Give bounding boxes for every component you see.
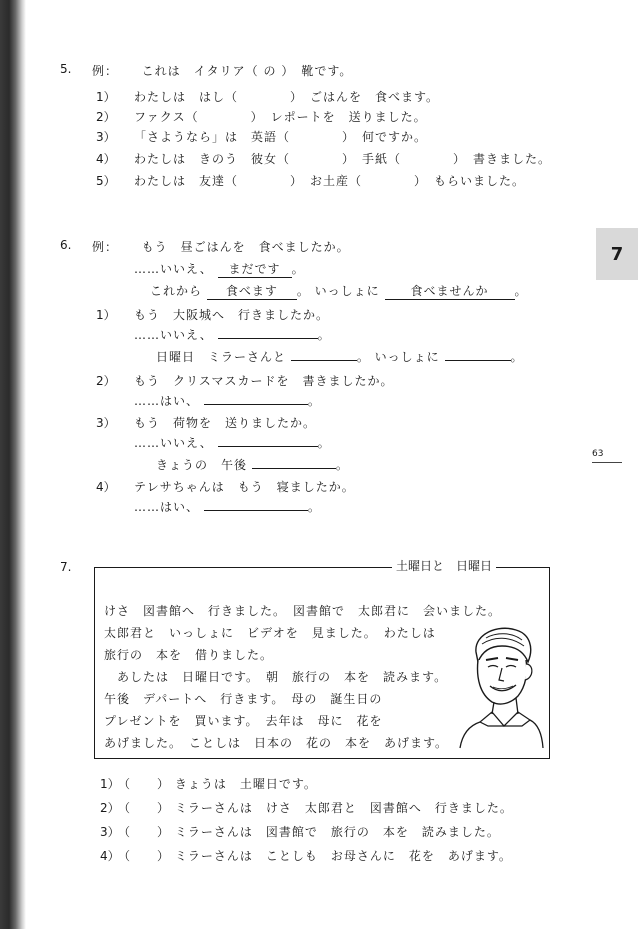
story-line: あげました。 ことしは 日本の 花の 本を あげます。 — [104, 736, 449, 750]
exercise-reply: ……いいえ、 。 — [134, 436, 331, 450]
answer-paren[interactable]: （ ） — [118, 825, 171, 839]
book-binding-shadow — [0, 0, 26, 929]
answer-blank[interactable] — [204, 404, 308, 405]
example-follow: これから 食べます 。 いっしょに 食べませんか 。 — [150, 284, 528, 298]
exercise-reply: ……はい、 。 — [134, 500, 321, 514]
item-number: 1） — [100, 777, 120, 791]
exercise-question: もう クリスマスカードを 書きましたか。 — [134, 374, 394, 388]
answer-blank[interactable] — [218, 446, 318, 447]
chapter-tab: 7 — [596, 228, 638, 280]
story-line: けさ 図書館へ 行きました。 図書館で 太郎君に 会いました。 — [104, 604, 502, 618]
page-number: 63 — [592, 449, 604, 459]
exercise-line: ファクス（ ） レポートを 送りました。 — [134, 110, 427, 124]
example-answer: 食べませんか — [385, 282, 515, 300]
section-number: 5. — [60, 62, 72, 76]
answer-paren[interactable]: （ ） — [118, 777, 171, 791]
item-number: 2） — [96, 374, 116, 388]
section-number: 6. — [60, 238, 72, 252]
answer-paren[interactable]: （ ） — [118, 801, 171, 815]
answer-blank[interactable] — [252, 468, 336, 469]
exercise-question: テレサちゃんは もう 寝ましたか。 — [134, 480, 355, 494]
item-number: 2） — [96, 110, 116, 124]
section-number: 7. — [60, 560, 72, 574]
item-number: 3） — [96, 130, 116, 144]
exercise-line: 「さようなら」は 英語（ ） 何ですか。 — [134, 130, 428, 144]
exercise-question: もう 大阪城へ 行きましたか。 — [134, 308, 330, 322]
example-answer: 食べます — [207, 282, 297, 300]
item-number: 5） — [96, 174, 116, 188]
example-answer: まだです — [218, 260, 292, 278]
answer-blank[interactable] — [291, 360, 357, 361]
item-number: 4） — [96, 480, 116, 494]
item-number: 1） — [96, 308, 116, 322]
true-false-item: （ ） ミラーさんは ことしも お母さんに 花を あげます。 — [118, 849, 512, 863]
exercise-follow: 日曜日 ミラーさんと 。 いっしょに 。 — [156, 350, 524, 364]
story-title: 土曜日と 日曜日 — [392, 557, 496, 574]
true-false-item: （ ） きょうは 土曜日です。 — [118, 777, 317, 791]
exercise-question: もう 荷物を 送りましたか。 — [134, 416, 317, 430]
story-line: 旅行の 本を 借りました。 — [104, 648, 274, 662]
answer-blank[interactable] — [218, 338, 318, 339]
example-reply: ……いいえ、 まだです 。 — [134, 262, 305, 276]
answer-paren[interactable]: （ ） — [118, 849, 171, 863]
exercise-reply: ……いいえ、 。 — [134, 328, 331, 342]
true-false-item: （ ） ミラーさんは 図書館で 旅行の 本を 読みました。 — [118, 825, 500, 839]
item-number: 1） — [96, 90, 116, 104]
example-answer: の — [263, 64, 277, 78]
exercise-line: わたしは はし（ ） ごはんを 食べます。 — [134, 90, 440, 104]
exercise-line: わたしは 友達（ ） お土産（ ） もらいました。 — [134, 174, 526, 188]
item-number: 3） — [100, 825, 120, 839]
true-false-item: （ ） ミラーさんは けさ 太郎君と 図書館へ 行きました。 — [118, 801, 513, 815]
answer-blank[interactable] — [445, 360, 511, 361]
item-number: 3） — [96, 416, 116, 430]
example-marker: 例： — [92, 240, 119, 254]
exercise-line: わたしは きのう 彼女（ ） 手紙（ ） 書きました。 — [134, 152, 552, 166]
example-marker: 例： — [92, 64, 119, 78]
story-line: 太郎君と いっしょに ビデオを 見ました。 わたしは — [104, 626, 436, 640]
man-portrait-illustration — [458, 622, 544, 750]
story-line: 午後 デパートへ 行きます。 母の 誕生日の — [104, 692, 383, 706]
example-question: 例： もう 昼ごはんを 食べましたか。 — [92, 240, 350, 254]
example-line: 例： これは イタリア（ の ） 靴です。 — [92, 64, 353, 78]
answer-blank[interactable] — [204, 510, 308, 511]
item-number: 4） — [96, 152, 116, 166]
item-number: 2） — [100, 801, 120, 815]
page-number-rule — [592, 462, 622, 463]
exercise-follow: きょうの 午後 。 — [156, 458, 349, 472]
story-line: あしたは 日曜日です。 朝 旅行の 本を 読みます。 — [104, 670, 448, 684]
story-line: プレゼントを 買います。 去年は 母に 花を — [104, 714, 383, 728]
item-number: 4） — [100, 849, 120, 863]
exercise-reply: ……はい、 。 — [134, 394, 321, 408]
